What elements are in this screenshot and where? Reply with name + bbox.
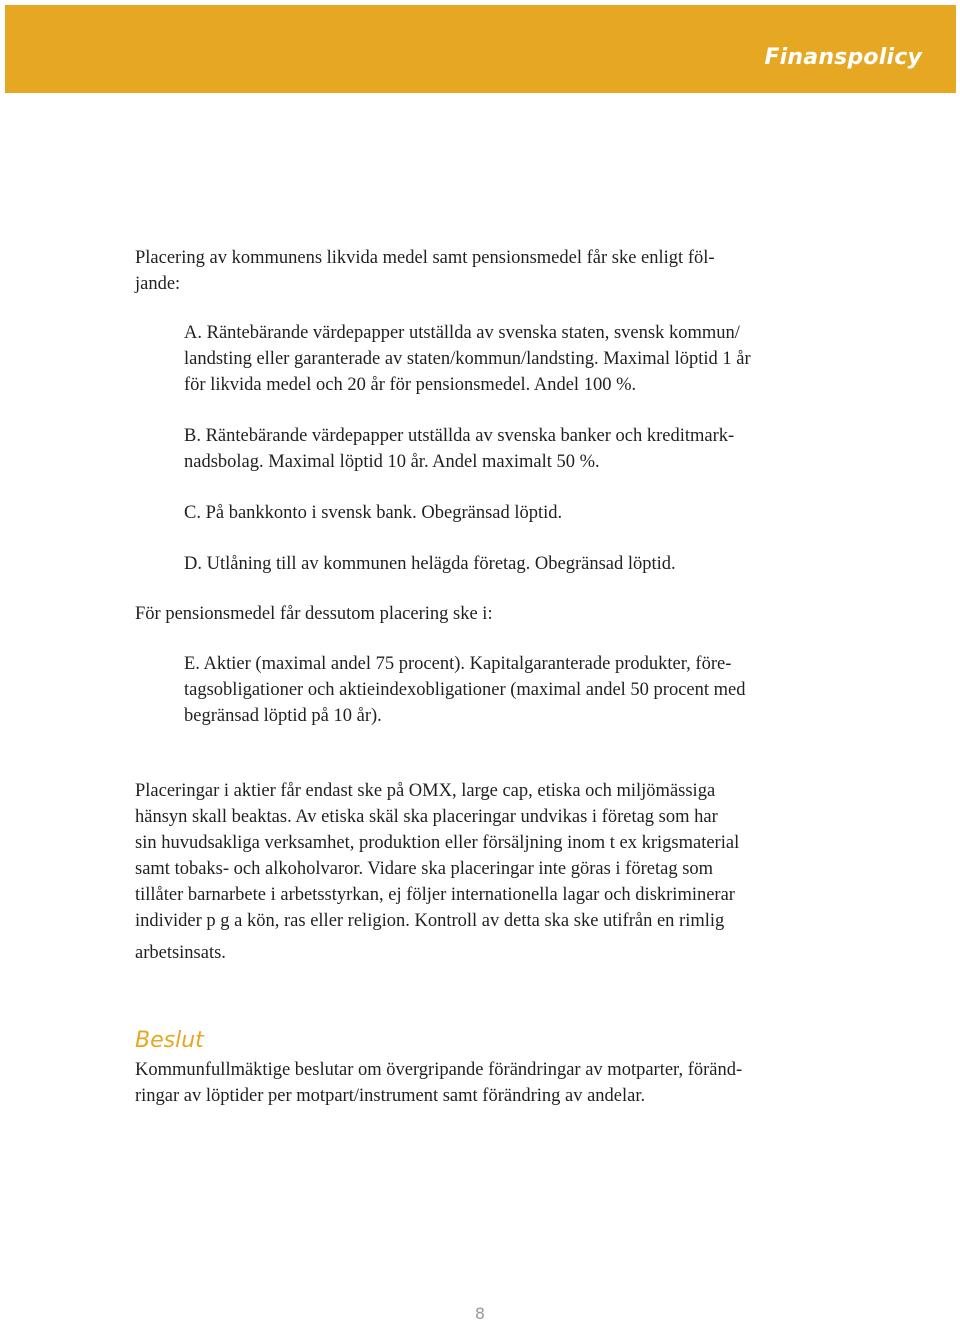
pension-intro	[135, 601, 493, 627]
text-line: nadsbolag. Maximal löptid 10 år. Andel maximalt 50 %.	[184, 452, 600, 472]
text-line: Placering av kommunens likvida medel samt pensionsmedel får ske enligt föl-	[135, 248, 715, 268]
item-b	[184, 423, 734, 475]
item-d	[184, 551, 676, 577]
beslut-paragraph	[135, 1057, 742, 1109]
text-line: A. Räntebärande värdepapper utställda av svenska staten, svensk kommun/	[184, 323, 740, 343]
text-line: hänsyn skall beaktas. Av etiska skäl ska placeringar undvikas i företag som har	[135, 807, 718, 827]
item-e	[184, 651, 746, 729]
text-line: B. Räntebärande värdepapper utställda av svenska banker och kreditmark-	[184, 426, 735, 446]
text-line: landsting eller garanterade av staten/kommun/landsting. Maximal löptid 1 år	[184, 349, 751, 369]
page-number: 8	[474, 1304, 486, 1323]
text-line: Placeringar i aktier får endast ske på OMX, large cap, etiska och miljömässiga	[135, 781, 716, 801]
header-title: Finanspolicy	[764, 45, 922, 70]
item-c	[184, 500, 562, 526]
text-line: begränsad löptid på 10 år).	[184, 706, 382, 726]
intro-paragraph	[135, 245, 715, 297]
text-line: sin huvudsakliga verksamhet, produktion eller försäljning inom t ex krigsmaterial	[135, 833, 740, 853]
text-line: D. Utlåning till av kommunen helägda företag. Obegränsad löptid.	[184, 554, 676, 574]
text-line: tagsobligationer och aktieindexobligationer (maximal andel 50 procent med	[184, 680, 746, 700]
item-a	[184, 320, 751, 398]
text-line: samt tobaks- och alkoholvaror. Vidare ska placeringar inte göras i företag som	[135, 859, 714, 879]
text-line: arbetsinsats.	[135, 943, 226, 963]
text-line: individer p g a kön, ras eller religion. Kontroll av detta ska ske utifrån en rimlig	[135, 911, 725, 931]
text-line: För pensionsmedel får dessutom placering ske i:	[135, 604, 493, 624]
ethics-paragraph	[135, 778, 739, 966]
text-line: tillåter barnarbete i arbetsstyrkan, ej följer internationella lagar och diskriminerar	[135, 885, 735, 905]
text-line: E. Aktier (maximal andel 75 procent). Kapitalgaranterade produkter, före-	[184, 654, 732, 674]
header-band	[5, 5, 956, 93]
text-line: för likvida medel och 20 år för pensionsmedel. Andel 100 %.	[184, 375, 637, 395]
text-line: ringar av löptider per motpart/instrument samt förändring av andelar.	[135, 1086, 646, 1106]
text-line: jande:	[135, 274, 181, 294]
text-line: Kommunfullmäktige beslutar om övergripande förändringar av motparter, föränd-	[135, 1060, 743, 1080]
text-line: C. På bankkonto i svensk bank. Obegränsad löptid.	[184, 503, 563, 523]
beslut-heading: Beslut	[135, 1028, 204, 1053]
